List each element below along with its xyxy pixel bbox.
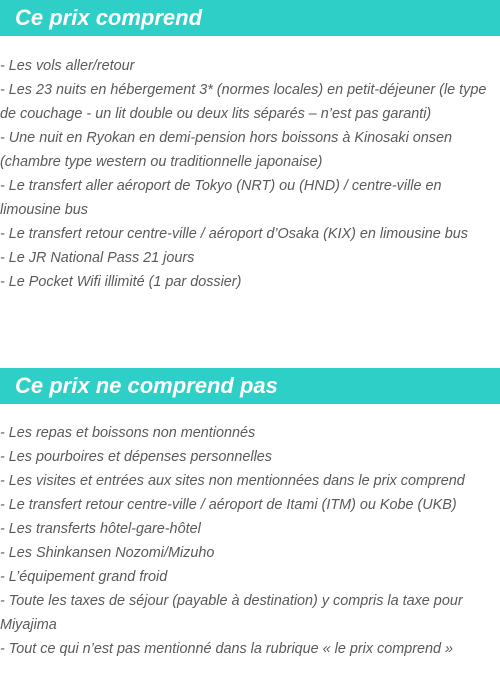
excluded-section-header [0, 368, 500, 404]
excluded-items-list [0, 421, 500, 661]
excluded-item-tourist-taxes: - Toute les taxes de séjour (payable à destination) y compris la taxe pour Miyajima [0, 593, 463, 633]
excluded-section-title: Ce prix ne comprend pas [15, 373, 278, 398]
excluded-item-hotel-station-transfers: - Les transferts hôtel-gare-hôtel [0, 521, 201, 537]
included-section-title: Ce prix comprend [15, 5, 203, 30]
included-item-jr-pass: - Le JR National Pass 21 jours [0, 250, 195, 266]
excluded-item-visits: - Les visites et entrées aux sites non mentionnées dans le prix comprend [0, 473, 465, 489]
included-item-return-transfer: - Le transfert retour centre-ville / aéroport d’Osaka (KIX) en limousine bus [0, 226, 468, 242]
excluded-item-cold-equipment: - L’équipement grand froid [0, 569, 168, 585]
included-item-arrival-transfer: - Le transfert aller aéroport de Tokyo (NRT) ou (HND) / centre-ville en limousine bus [0, 178, 442, 218]
included-section-header [0, 0, 500, 36]
included-item-flights: - Les vols aller/retour [0, 58, 135, 74]
included-item-ryokan-night: - Une nuit en Ryokan en demi-pension hors boissons à Kinosaki onsen (chambre type western ou traditionnelle japonaise) [0, 130, 452, 170]
included-items-list [0, 54, 500, 294]
excluded-item-shinkansen: - Les Shinkansen Nozomi/Mizuho [0, 545, 215, 561]
excluded-item-meals: - Les repas et boissons non mentionnés [0, 425, 256, 441]
excluded-item-tips: - Les pourboires et dépenses personnelles [0, 449, 272, 465]
excluded-item-itami-kobe-transfer: - Le transfert retour centre-ville / aéroport de Itami (ITM) ou Kobe (UKB) [0, 497, 457, 513]
included-item-pocket-wifi: - Le Pocket Wifi illimité (1 par dossier) [0, 274, 242, 290]
included-item-hotel-nights: - Les 23 nuits en hébergement 3* (normes locales) en petit-déjeuner (le type de couchage - un lit double ou deux lits séparés – n’est pas garanti) [0, 82, 487, 122]
excluded-item-everything-else: - Tout ce qui n’est pas mentionné dans la rubrique « le prix comprend » [0, 641, 454, 657]
